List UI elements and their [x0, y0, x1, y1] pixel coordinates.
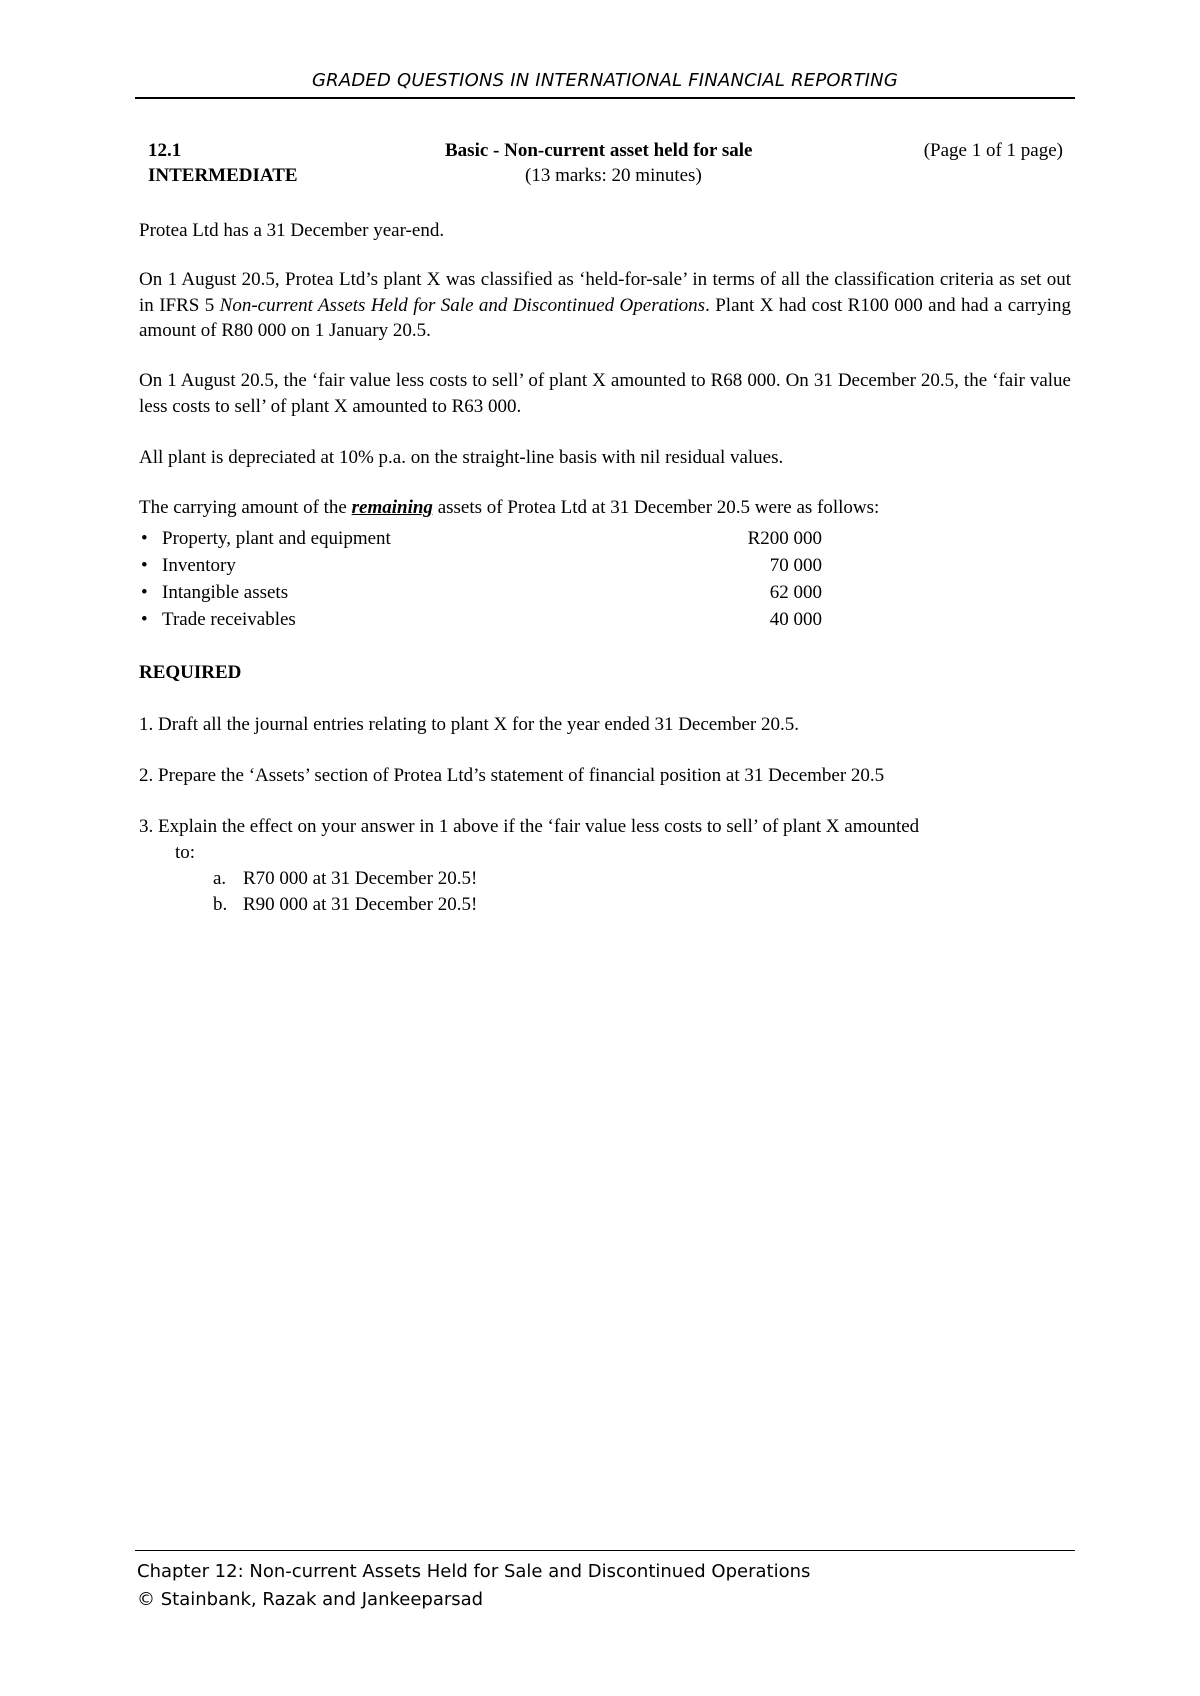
list-item [139, 525, 839, 552]
bullet-icon: • [141, 555, 148, 576]
list-item [139, 579, 839, 606]
required-text: 3. Explain the effect on your answer in 1 above if the ‘fair value less costs to sell’ of plant X amounted [139, 816, 920, 837]
header-rule [135, 97, 1075, 99]
question-topic: Basic - Non-current asset held for sale [445, 140, 753, 161]
required-item-1 [139, 712, 1071, 738]
bullet-icon: • [141, 582, 148, 603]
footer-copyright: © Stainbank, Razak and Jankeeparsad [137, 1589, 484, 1610]
question-page-count: (Page 1 of 1 page) [923, 140, 1063, 161]
emphasis-remaining: remaining [351, 497, 433, 518]
bullet-icon: • [141, 609, 148, 630]
asset-value: 40 000 [769, 609, 822, 630]
text-run: . Plant X had cost R100 000 and had a carrying amount of R80 000 on 1 January 20.5. [139, 294, 1072, 341]
required-text: 2. Prepare the ‘Assets’ section of Protea Ltd’s statement of financial position at 31 December 20.5 [139, 765, 885, 786]
question-marks: (13 marks: 20 minutes) [525, 165, 702, 186]
paragraph-text [139, 495, 1071, 521]
paragraph-text: All plant is depreciated at 10% p.a. on the straight-line basis with nil residual values. [139, 447, 784, 468]
paragraph-fair-value [139, 368, 1071, 419]
paragraph-classification [139, 267, 1071, 344]
asset-name: Intangible assets [162, 582, 289, 603]
list-item [139, 606, 839, 633]
required-item-3 [139, 814, 1071, 840]
remaining-assets-list [139, 525, 839, 633]
standard-title: Non-current Assets Held for Sale and Discontinued Operations [219, 294, 706, 316]
running-header: GRADED QUESTIONS IN INTERNATIONAL FINANCIAL REPORTING [312, 70, 898, 91]
asset-value: 62 000 [769, 582, 822, 603]
required-heading-block [139, 660, 1071, 686]
sub-item-label: a. [213, 868, 227, 889]
text-run: assets of Protea Ltd at 31 December 20.5 were as follows: [432, 497, 880, 518]
paragraph-text [139, 267, 1071, 344]
sub-item-a: R70 000 at 31 December 20.5! [243, 868, 478, 889]
bullet-icon: • [141, 528, 148, 549]
page-footer [137, 1558, 810, 1614]
required-text: 1. Draft all the journal entries relating to plant X for the year ended 31 December 20.5. [139, 714, 800, 735]
asset-name: Property, plant and equipment [162, 528, 391, 549]
footer-rule [135, 1550, 1075, 1551]
paragraph-year-end [139, 218, 1071, 244]
paragraph-depreciation [139, 445, 1071, 471]
required-item-3-continuation: to: [175, 842, 196, 863]
list-item [139, 552, 839, 579]
asset-name: Trade receivables [162, 609, 296, 630]
required-item-2 [139, 763, 1071, 789]
asset-name: Inventory [162, 555, 236, 576]
required-heading: REQUIRED [139, 662, 242, 683]
text-run: On 1 August 20.5, Protea Ltd’s plant X was classified as ‘held-for-sale’ in terms of all the classification criteria as set out in IFRS 5 [139, 269, 1071, 316]
sub-item-b: R90 000 at 31 December 20.5! [243, 894, 478, 915]
paragraph-remaining-assets [139, 495, 1071, 521]
question-number: 12.1 [148, 140, 182, 161]
paragraph-text: Protea Ltd has a 31 December year-end. [139, 220, 445, 241]
sub-item-label: b. [213, 894, 228, 915]
asset-value: R200 000 [747, 528, 822, 549]
paragraph-text: On 1 August 20.5, the ‘fair value less costs to sell’ of plant X amounted to R68 000. On 31 December 20.5, the ‘fair value less costs to sell’ of plant X amounted to R63 000. [139, 370, 1071, 417]
question-level: INTERMEDIATE [148, 165, 298, 186]
text-run: The carrying amount of the [139, 497, 352, 518]
asset-value: 70 000 [769, 555, 822, 576]
footer-chapter: Chapter 12: Non-current Assets Held for Sale and Discontinued Operations [137, 1561, 811, 1582]
